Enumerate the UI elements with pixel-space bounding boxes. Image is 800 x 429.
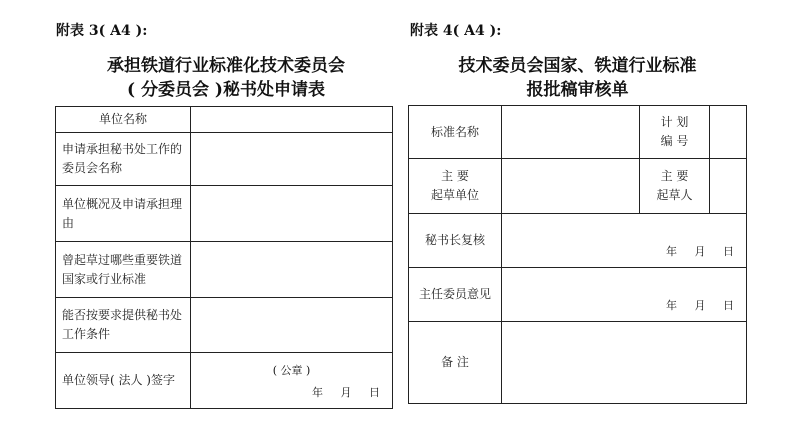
main-drafter-label (640, 159, 710, 214)
work-conditions-field[interactable] (191, 298, 393, 353)
main-drafter-field[interactable] (710, 159, 747, 214)
leader-signature-label: 单位领导( 法人 )签字 (56, 353, 191, 409)
table-row (56, 186, 393, 242)
plan-number-label-line2: 编 号 (660, 134, 689, 148)
official-seal-text: ( 公章 ) (272, 364, 311, 377)
unit-name-field[interactable] (191, 107, 393, 133)
plan-number-label-line1: 计 划 (660, 115, 689, 129)
table-row (56, 107, 393, 133)
table-row (56, 298, 393, 353)
form-3-table (55, 106, 393, 409)
leader-signature-field[interactable] (191, 353, 393, 409)
committee-name-field[interactable] (191, 133, 393, 186)
remarks-field[interactable] (502, 322, 747, 404)
chair-opinion-label: 主任委员意见 (409, 268, 502, 322)
annex-4-label: 附表 4( A4 ): (410, 23, 502, 39)
main-drafting-unit-label (409, 159, 502, 214)
committee-name-label: 申请承担秘书处工作的委员会名称 (56, 133, 191, 186)
table-row (56, 242, 393, 298)
unit-overview-label: 单位概况及申请承担理由 (56, 186, 191, 242)
secretary-review-field[interactable] (502, 214, 747, 268)
table-row (409, 106, 747, 159)
table-row (409, 322, 747, 404)
chair-opinion-date: 年 月 日 (666, 299, 734, 312)
form-4-title-line1: 技术委员会国家、铁道行业标准 (458, 56, 697, 76)
work-conditions-label: 能否按要求提供秘书处工作条件 (56, 298, 191, 353)
main-drafter-line1: 主 要 (660, 169, 689, 183)
standard-name-field[interactable] (502, 106, 640, 159)
main-drafting-unit-line2: 起草单位 (430, 188, 479, 202)
table-row (409, 268, 747, 322)
secretary-review-label: 秘书长复核 (409, 214, 502, 268)
form-4-title (405, 54, 750, 102)
form-3-title-line1: 承担铁道行业标准化技术委员会 (107, 56, 345, 76)
drafted-standards-label: 曾起草过哪些重要铁道国家或行业标准 (56, 242, 191, 298)
unit-overview-field[interactable] (191, 186, 393, 242)
main-drafting-unit-line1: 主 要 (441, 169, 469, 183)
unit-name-label: 单位名称 (56, 107, 191, 133)
form-4-title-line2: 报批稿审核单 (526, 80, 629, 100)
table-row (56, 133, 393, 186)
secretary-review-date: 年 月 日 (666, 245, 734, 258)
table-row (409, 214, 747, 268)
standard-name-label: 标准名称 (409, 106, 502, 159)
table-row (56, 353, 393, 409)
form-3-title-line2: ( 分委员会 )秘书处申请表 (127, 80, 325, 100)
signature-date: 年 月 日 (312, 386, 380, 399)
plan-number-label (640, 106, 710, 159)
chair-opinion-field[interactable] (502, 268, 747, 322)
remarks-label: 备 注 (409, 322, 502, 404)
table-row (409, 159, 747, 214)
annex-3-label: 附表 3( A4 ): (56, 23, 148, 39)
form-4-table (408, 105, 747, 404)
form-3-title (56, 54, 396, 102)
plan-number-field[interactable] (710, 106, 747, 159)
drafted-standards-field[interactable] (191, 242, 393, 298)
main-drafting-unit-field[interactable] (502, 159, 640, 214)
main-drafter-line2: 起草人 (656, 188, 693, 202)
